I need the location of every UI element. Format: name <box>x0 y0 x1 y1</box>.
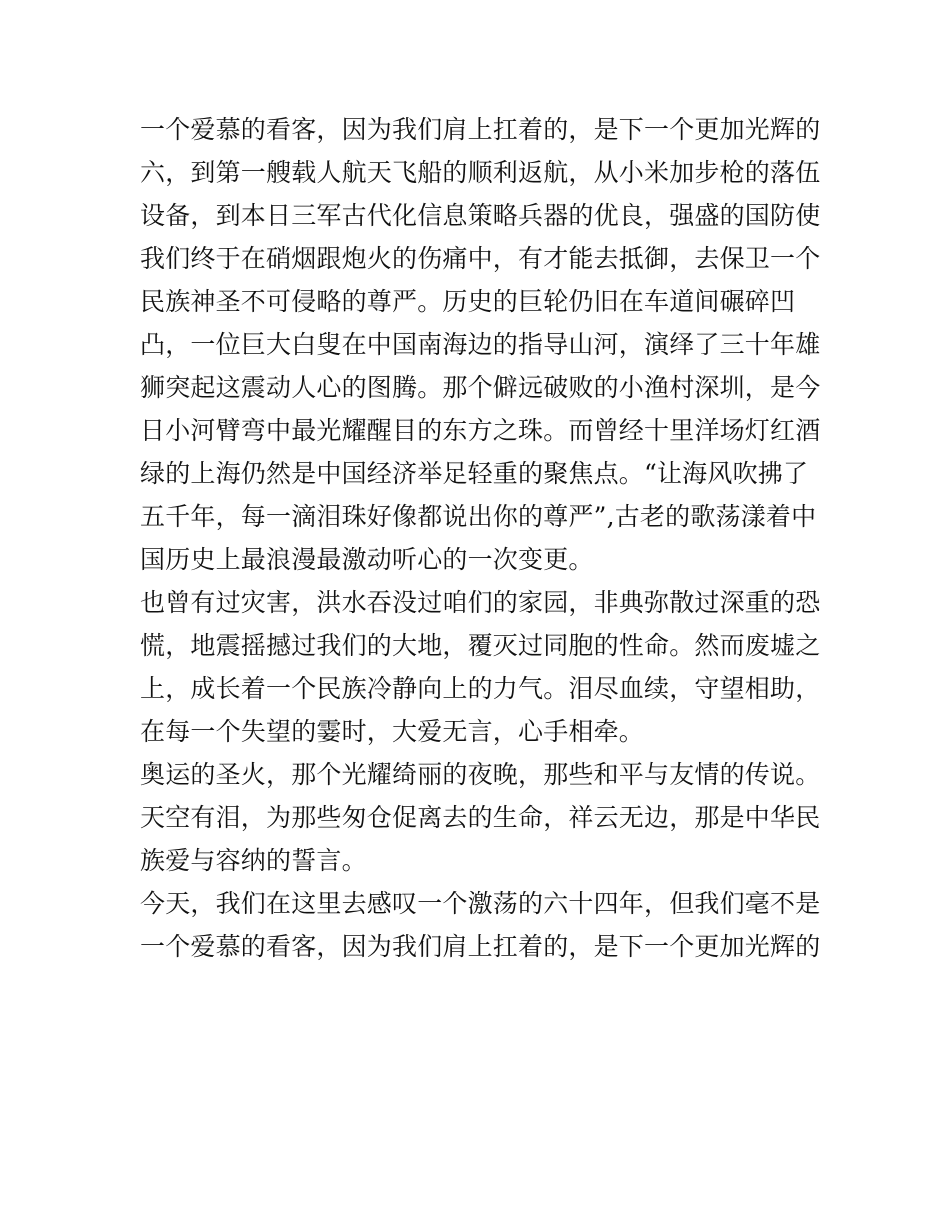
text-line: 天空有泪，为那些匆仓促离去的生命，祥云无边，那是中华民 <box>140 803 821 832</box>
text-line: 在每一个失望的霎时，大爱无言，心手相牵。 <box>140 717 645 746</box>
text-line: 我们终于在硝烟跟炮火的伤痛中，有才能去抵御，去保卫一个 <box>140 244 821 273</box>
text-line: 奥运的圣火，那个光耀绮丽的夜晚，那些和平与友情的传说。 <box>140 760 821 789</box>
document-body <box>140 108 821 968</box>
text-line: 一个爱慕的看客，因为我们肩上扛着的，是下一个更加光辉的 <box>140 115 821 144</box>
text-line: 一个爱慕的看客，因为我们肩上扛着的，是下一个更加光辉的 <box>140 932 821 961</box>
text-line: 今天，我们在这里去感叹一个激荡的六十四年，但我们毫不是 <box>140 889 821 918</box>
text-line: 民族神圣不可侵略的尊严。历史的巨轮仍旧在车道间碾碎凹 <box>140 287 796 316</box>
text-line: 绿的上海仍然是中国经济举足轻重的聚焦点。“让海风吹拂了 <box>140 459 809 488</box>
text-line: 慌，地震摇撼过我们的大地，覆灭过同胞的性命。然而废墟之 <box>140 631 821 660</box>
text-line: 族爱与容纳的誓言。 <box>140 846 367 875</box>
text-line: 上，成长着一个民族冷静向上的力气。泪尽血续，守望相助， <box>140 674 821 703</box>
text-line: 也曾有过灾害，洪水吞没过咱们的家园，非典弥散过深重的恐 <box>140 588 821 617</box>
text-line: 凸，一位巨大白叟在中国南海边的指导山河，演绎了三十年雄 <box>140 330 821 359</box>
text-line: 六，到第一艘载人航天飞船的顺利返航，从小米加步枪的落伍 <box>140 158 821 187</box>
text-line: 国历史上最浪漫最激动听心的一次变更。 <box>140 545 594 574</box>
text-line: 狮突起这震动人心的图腾。那个僻远破败的小渔村深圳，是今 <box>140 373 821 402</box>
text-line: 日小河臂弯中最光耀醒目的东方之珠。而曾经十里洋场灯红酒 <box>140 416 821 445</box>
text-line: 设备，到本日三军古代化信息策略兵器的优良，强盛的国防使 <box>140 201 821 230</box>
text-line: 五千年，每一滴泪珠好像都说出你的尊严”,古老的歌荡漾着中 <box>140 502 817 531</box>
